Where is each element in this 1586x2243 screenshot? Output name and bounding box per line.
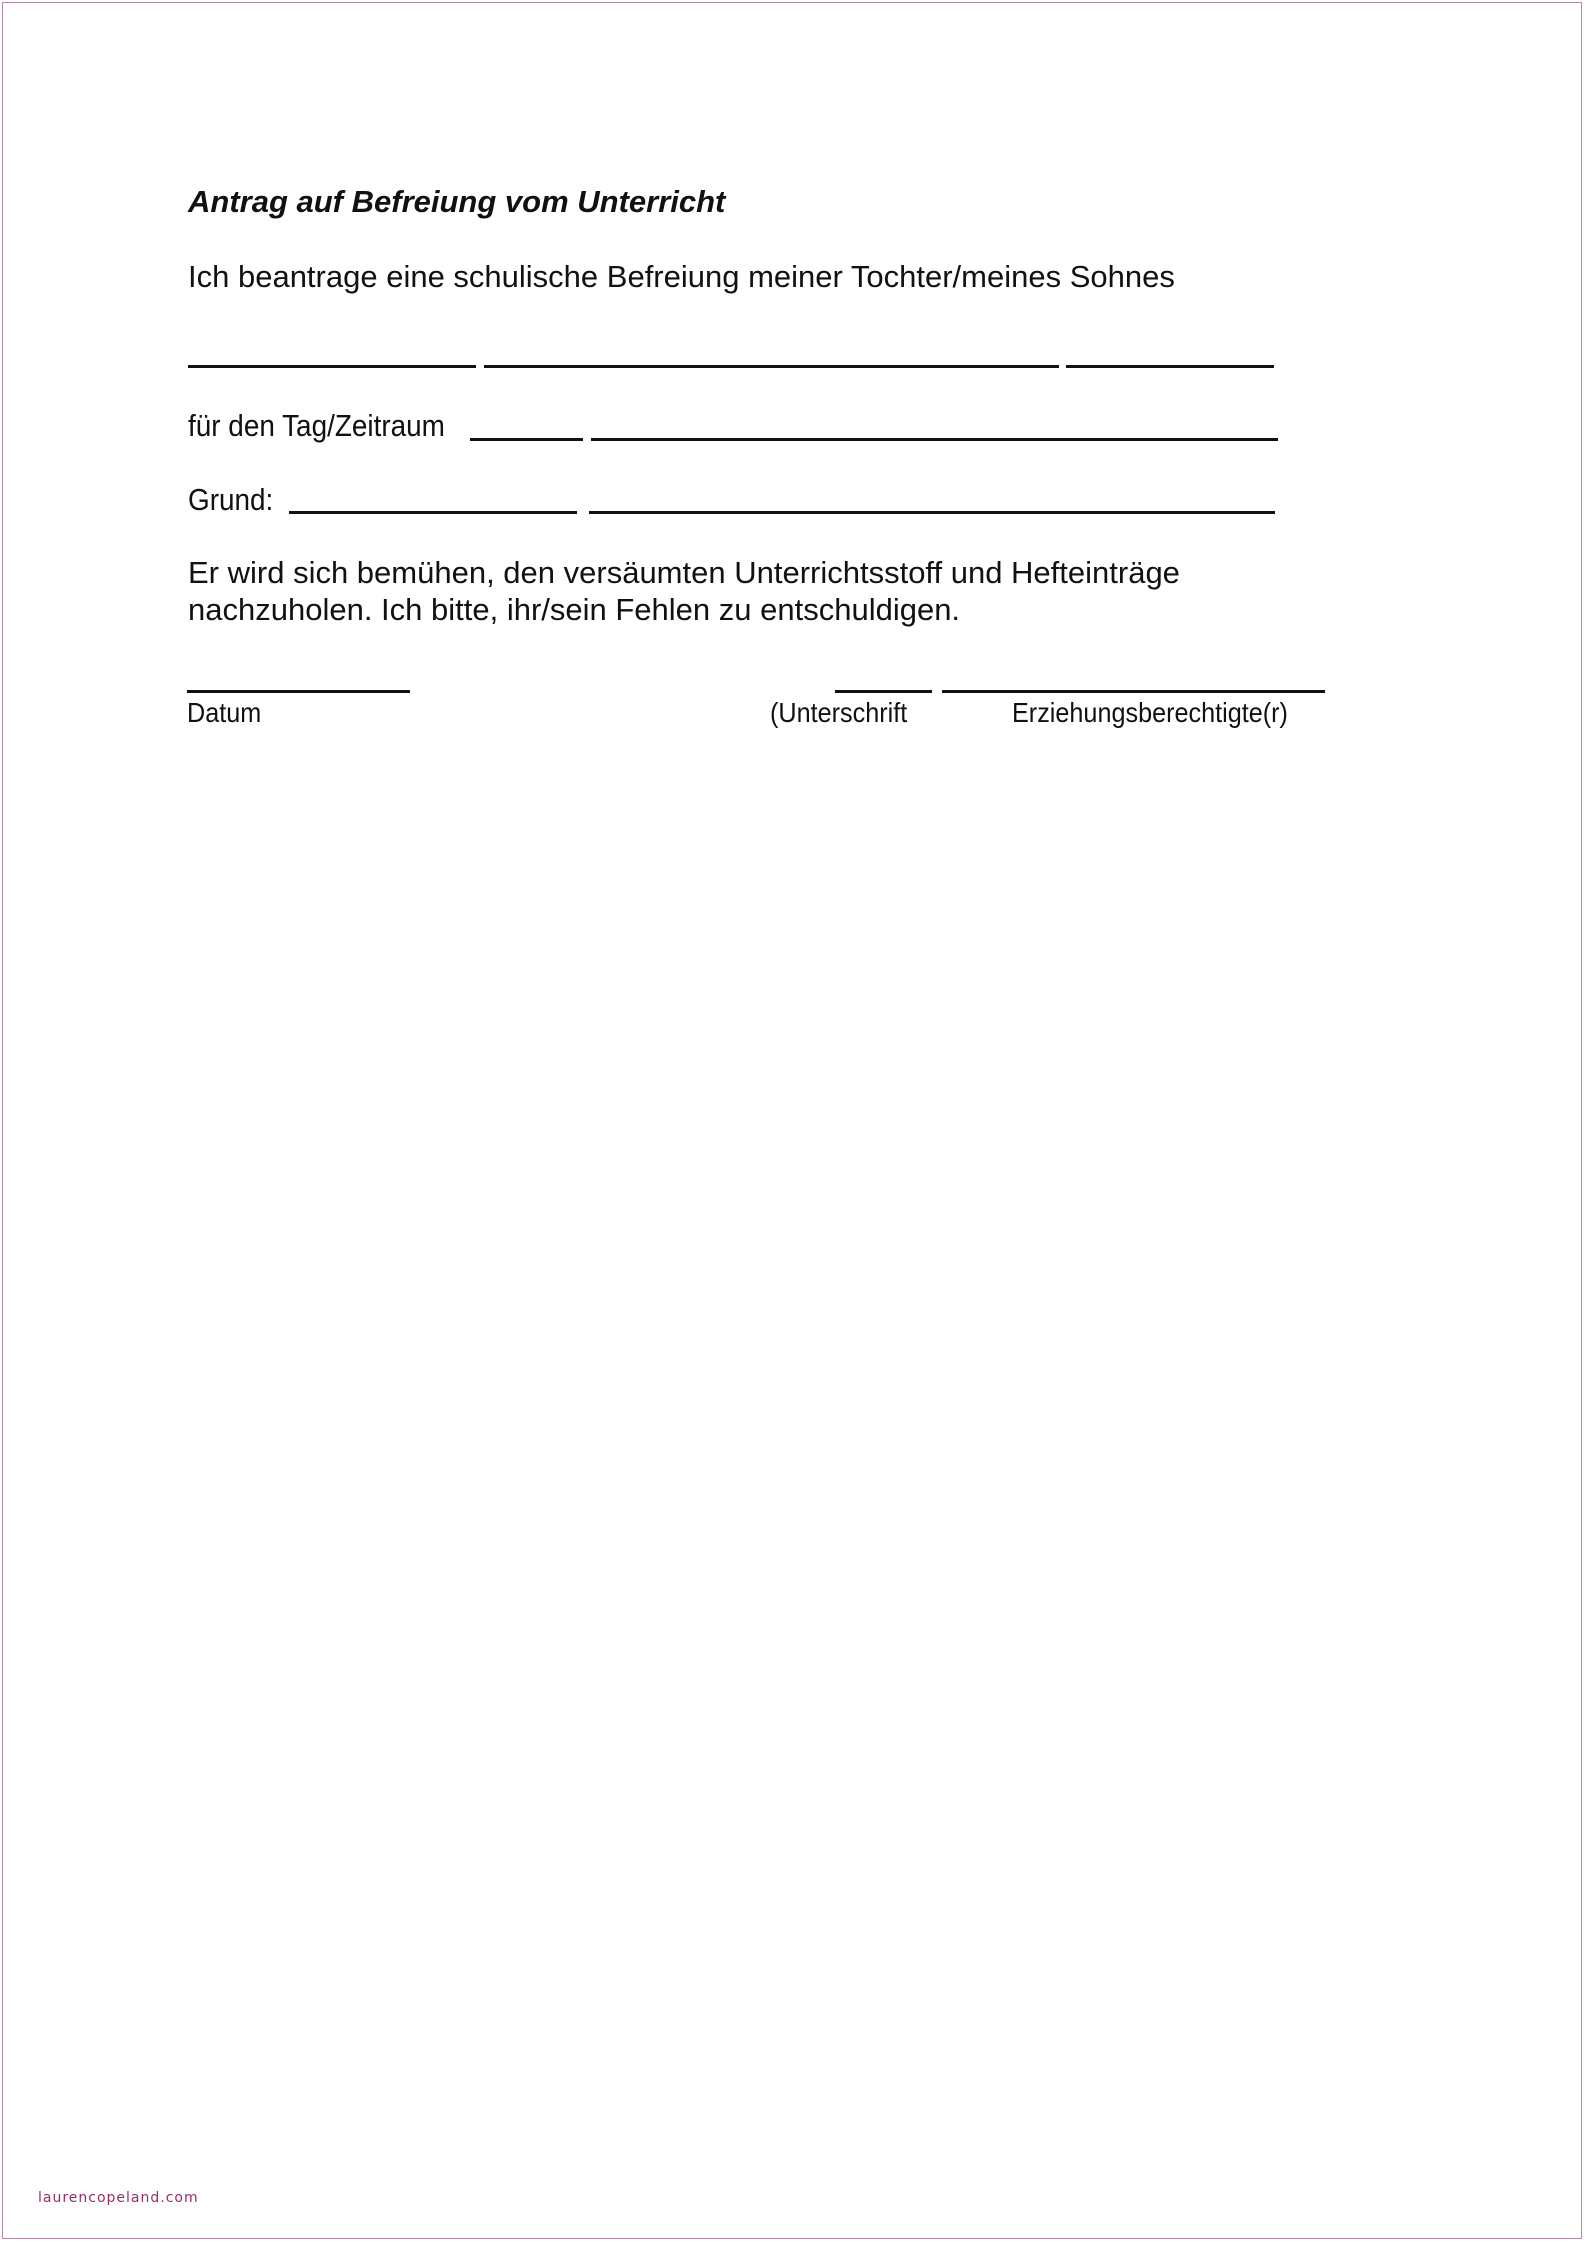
reason-line-1[interactable]: [289, 511, 577, 514]
document-title: Antrag auf Befreiung vom Unterricht: [188, 184, 726, 219]
period-day-line[interactable]: [470, 438, 583, 441]
reason-line-2[interactable]: [589, 511, 1275, 514]
signature-label-b: Erziehungsberechtigte(r): [1012, 697, 1288, 728]
signature-label-a: (Unterschrift: [770, 697, 908, 728]
period-label: für den Tag/Zeitraum: [188, 408, 445, 443]
closing-line-2: nachzuholen. Ich bitte, ihr/sein Fehlen zu entschuldigen.: [188, 592, 961, 627]
period-range-line[interactable]: [591, 438, 1278, 441]
signature-line-1[interactable]: [835, 690, 932, 693]
reason-label: Grund:: [188, 482, 274, 517]
document-page: [2, 2, 1582, 2239]
date-label: Datum: [187, 697, 262, 728]
student-firstname-line[interactable]: [188, 365, 476, 368]
closing-line-1: Er wird sich bemühen, den versäumten Unterrichtsstoff und Hefteinträge: [188, 555, 1180, 590]
intro-text: Ich beantrage eine schulische Befreiung meiner Tochter/meines Sohnes: [188, 259, 1175, 294]
signature-line-2[interactable]: [942, 690, 1325, 693]
watermark: laurencopeland.com: [38, 2190, 199, 2206]
date-line[interactable]: [187, 690, 410, 693]
student-lastname-line[interactable]: [484, 365, 1059, 368]
student-class-line[interactable]: [1066, 365, 1274, 368]
